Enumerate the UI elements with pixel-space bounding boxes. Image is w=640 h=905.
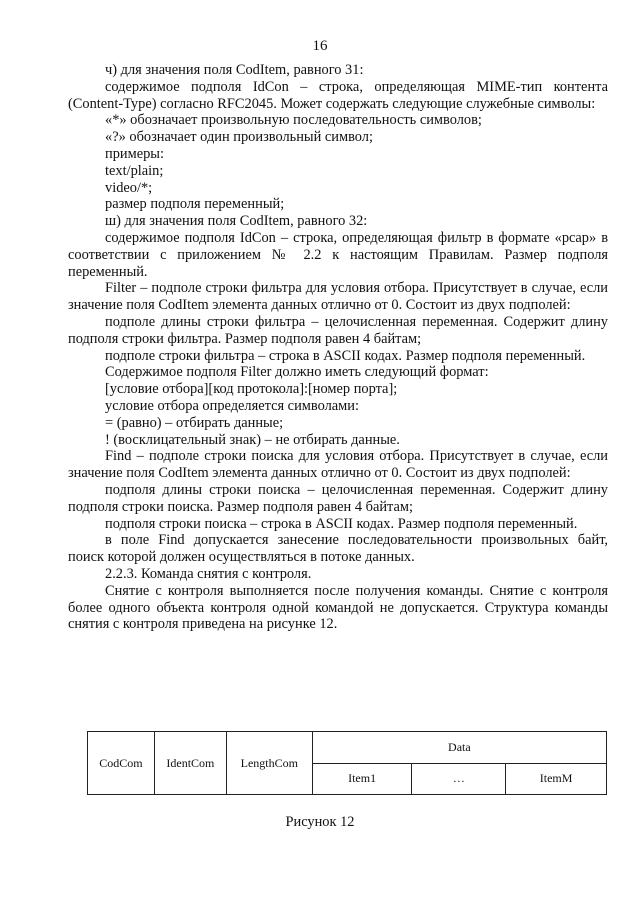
paragraph: Find – подполе строки поиска для условия отбора. Присутствует в случае, если значение поля CodItem элемента данных отлично от 0. Состоит из двух подполей: <box>68 448 608 482</box>
cell-itemm: ItemM <box>506 763 607 795</box>
body-text <box>68 62 608 633</box>
paragraph: ш) для значения поля CodItem, равного 32: <box>105 213 368 230</box>
cell-identcom: IdentCom <box>154 732 226 795</box>
paragraph: содержимое подполя IdCon – строка, определяющая фильтр в формате «pcap» в соответствии с приложением № 2.2 к настоящим Правилам. Размер подполя переменный. <box>68 229 608 280</box>
paragraph: примеры: <box>105 145 164 162</box>
paragraph: video/*; <box>105 179 153 196</box>
paragraph: размер подполя переменный; <box>105 196 285 213</box>
paragraph: подполя длины строки поиска – целочисленная переменная. Содержит длину подполя строки поиска. Размер подполя равен 4 байтам; <box>68 481 608 515</box>
cell-data: Data <box>312 732 606 764</box>
paragraph: [условие отбора][код протокола]:[номер порта]; <box>105 381 398 398</box>
paragraph: содержимое подполя IdCon – строка, определяющая MIME-тип контента (Content-Type) согласно RFC2045. Может содержать следующие служебные символы: <box>68 78 608 112</box>
figure-caption: Рисунок 12 <box>285 814 355 830</box>
paragraph: «*» обозначает произвольную последовательность символов; <box>105 112 482 129</box>
paragraph: подполе длины строки фильтра – целочисленная переменная. Содержит длину подполя строки фильтра. Размер подполя равен 4 байтам; <box>68 313 608 347</box>
paragraph: условие отбора определяется символами: <box>105 397 359 414</box>
paragraph: «?» обозначает один произвольный символ; <box>105 129 373 146</box>
paragraph: Снятие с контроля выполняется после получения команды. Снятие с контроля более одного объекта контроля одной командой не допускается. Структура команды снятия с контроля приведена на рисунке 12. <box>68 582 608 633</box>
cell-lengthcom: LengthCom <box>226 732 312 795</box>
paragraph: Содержимое подполя Filter должно иметь следующий формат: <box>105 364 489 381</box>
paragraph: ! (восклицательный знак) – не отбирать данные. <box>105 431 400 448</box>
paragraph: Filter – подполе строки фильтра для условия отбора. Присутствует в случае, если значение поля CodItem элемента данных отлично от 0. Состоит из двух подполей: <box>68 280 608 314</box>
cell-item1: Item1 <box>312 763 412 795</box>
paragraph: = (равно) – отбирать данные; <box>105 414 284 431</box>
command-structure-table <box>87 731 607 795</box>
page-number: 16 <box>312 38 328 54</box>
paragraph: text/plain; <box>105 162 164 179</box>
paragraph: 2.2.3. Команда снятия с контроля. <box>105 565 312 582</box>
cell-ellipsis: … <box>412 763 506 795</box>
cell-codcom: CodCom <box>88 732 155 795</box>
paragraph: в поле Find допускается занесение последовательности произвольных байт, поиск которой должен осуществляться в потоке данных. <box>68 532 608 566</box>
paragraph: ч) для значения поля CodItem, равного 31: <box>105 62 364 78</box>
paragraph: подполя строки поиска – строка в ASCII кодах. Размер подполя переменный. <box>105 515 578 532</box>
paragraph: подполе строки фильтра – строка в ASCII кодах. Размер подполя переменный. <box>105 347 586 364</box>
